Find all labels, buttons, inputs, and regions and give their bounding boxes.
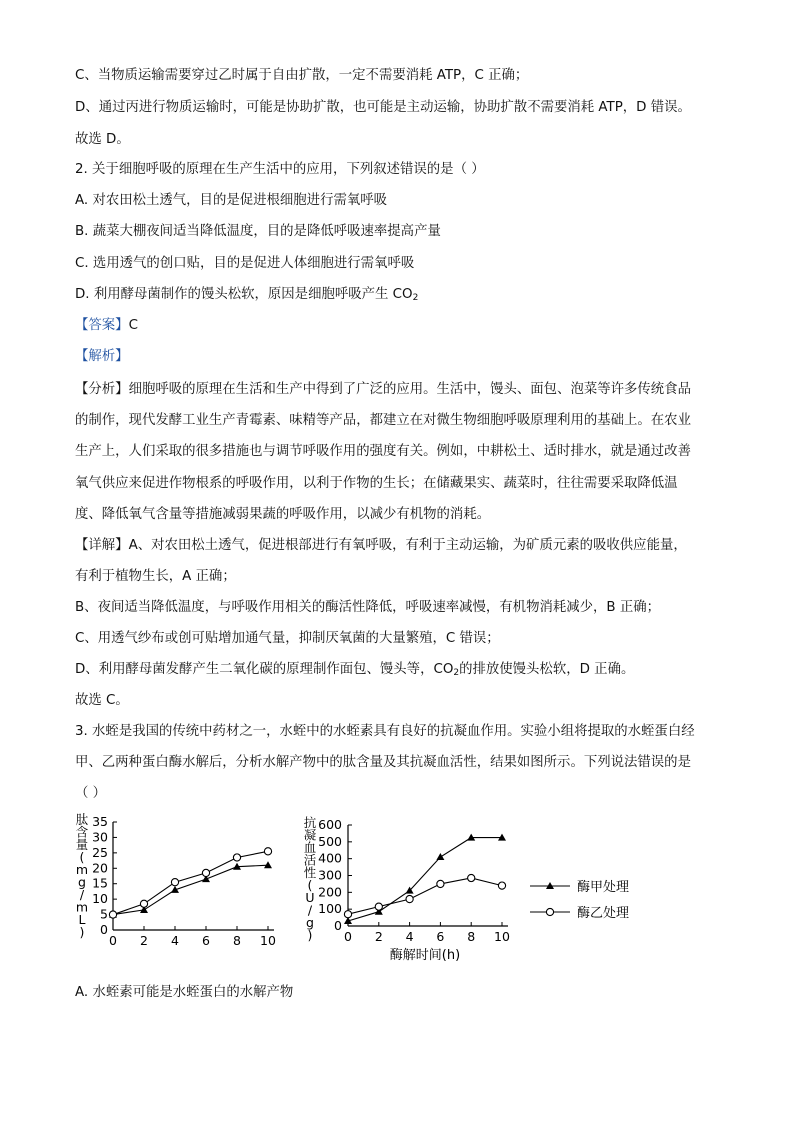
- y-tick-label: 30: [92, 829, 108, 845]
- y-label-char: 量: [75, 837, 89, 852]
- data-point-circle: [344, 911, 351, 918]
- series-line: [113, 865, 268, 914]
- x-tick-label: 10: [494, 929, 510, 944]
- x-tick-label: 0: [344, 929, 352, 944]
- y-axis-label: [304, 815, 317, 943]
- detail-line: B、夜间适当降低温度，与呼吸作用相关的酶活性降低，呼吸速率减慢，有机物消耗减少，B 正确；: [75, 600, 661, 615]
- x-tick-label: 6: [436, 929, 445, 944]
- x-tick-label: 4: [405, 929, 414, 944]
- y-label-char: g: [306, 915, 314, 930]
- analysis-line: 氧气供应来促进作物根系的呼吸作用，以利于作物的生长；在储藏果实、蔬菜时，往往需要采取降低温: [75, 476, 678, 491]
- y-axis-label: [76, 812, 89, 940]
- legend-marker-circle: [546, 908, 553, 915]
- y-tick-label: 600: [318, 817, 342, 832]
- x-tick-label: 4: [171, 933, 179, 948]
- y-tick-label: 35: [92, 814, 108, 829]
- analysis-line: [75, 380, 691, 400]
- data-point-circle: [437, 880, 444, 887]
- subscript: 2: [453, 668, 460, 678]
- x-tick-label: 6: [202, 933, 210, 948]
- x-tick-label: 2: [140, 933, 148, 948]
- y-label-char: 血: [303, 840, 317, 855]
- detail-tag: 【详解】: [75, 538, 129, 553]
- y-tick-label: 500: [318, 833, 342, 849]
- data-point-circle: [468, 874, 475, 881]
- y-tick-label: 10: [92, 891, 108, 907]
- analysis-tag-line: [75, 347, 129, 367]
- y-label-char: ): [307, 927, 313, 943]
- answer-line: [75, 316, 138, 336]
- y-label-char: /: [79, 887, 85, 902]
- y-label-char: 抗: [303, 815, 317, 830]
- x-tick-label: 10: [260, 933, 276, 948]
- y-label-char: 凝: [303, 827, 317, 843]
- y-tick-label: 25: [92, 844, 108, 860]
- y-tick-label: 300: [318, 867, 342, 883]
- y-tick-label: 5: [100, 906, 108, 922]
- legend-label: 酶乙处理: [577, 906, 630, 921]
- subscript: 2: [412, 293, 419, 303]
- data-point-circle: [375, 903, 382, 910]
- data-point-triangle: [436, 853, 444, 860]
- y-tick-label: 200: [318, 884, 342, 900]
- x-axis-label: 酶解时间(h): [389, 948, 461, 963]
- series-line: [113, 851, 268, 914]
- question-2-stem: 2. 关于细胞呼吸的原理在生产生活中的应用，下列叙述错误的是（ ）: [75, 162, 485, 177]
- y-label-char: m: [75, 862, 89, 877]
- detail-line: C、用透气纱布或创可贴增加通气量，抑制厌氧菌的大量繁殖，C 错误；: [75, 631, 500, 646]
- text-line: 故选 D。: [75, 132, 130, 147]
- analysis-line: 的制作，现代发酵工业生产青霉素、味精等产品，都建立在对微生物细胞呼吸原理利用的基础上。在农业: [75, 413, 691, 428]
- data-point-circle: [202, 869, 209, 876]
- x-tick-label: 8: [467, 929, 476, 944]
- analysis-line: 度、降低氧气含量等措施减弱果蔬的呼吸作用，以减少有机物的消耗。: [75, 507, 491, 522]
- question-3-stem: 3. 水蛭是我国的传统中药材之一，水蛭中的水蛭素具有良好的抗凝血作用。实验小组将提取的水蛭蛋白经: [75, 724, 695, 739]
- option-d: [75, 285, 418, 308]
- y-tick-label: 400: [318, 850, 342, 866]
- question-3-stem: 甲、乙两种蛋白酶水解后，分析水解产物中的肽含量及其抗凝血活性，结果如图所示。下列说法错误的是: [75, 755, 691, 770]
- y-label-char: U: [305, 890, 315, 905]
- option-d-text: D. 利用酵母菌制作的馒头松软，原因是细胞呼吸产生 CO: [75, 287, 413, 302]
- option-a: A. 水蛭素可能是水蛭蛋白的水解产物: [75, 985, 294, 1000]
- y-label-char: 含: [75, 824, 89, 840]
- y-label-char: (: [307, 877, 313, 893]
- option-c: C. 选用透气的创口贴，目的是促进人体细胞进行需氧呼吸: [75, 256, 415, 271]
- y-label-char: L: [78, 912, 86, 927]
- data-point-circle: [264, 848, 271, 855]
- detail-line: [75, 536, 687, 556]
- text-line: C、当物质运输需要穿过乙时属于自由扩散，一定不需要消耗 ATP，C 正确；: [75, 68, 529, 83]
- fenxi-tag: 【分析】: [75, 382, 129, 397]
- detail-line: 有利于植物生长，A 正确；: [75, 569, 236, 584]
- y-label-char: ): [79, 924, 85, 940]
- option-a: A. 对农田松土透气，目的是促进根细胞进行需氧呼吸: [75, 193, 388, 208]
- y-label-char: (: [79, 849, 85, 865]
- chart-1: [76, 812, 276, 948]
- option-b: B. 蔬菜大棚夜间适当降低温度，目的是降低呼吸速率提高产量: [75, 224, 441, 239]
- data-point-circle: [406, 895, 413, 902]
- question-3-stem: （ ）: [75, 786, 107, 801]
- y-tick-label: 100: [318, 901, 342, 917]
- detail-text: D、利用酵母菌发酵产生二氧化碳的原理制作面包、馒头等，CO: [75, 662, 454, 677]
- analysis-line: 生产上，人们采取的很多措施也与调节呼吸作用的强度有关。例如，中耕松土、适时排水，就是通过改善: [75, 444, 691, 459]
- y-label-char: g: [78, 874, 86, 890]
- x-tick-label: 2: [374, 929, 383, 944]
- y-label-char: 活: [303, 852, 317, 868]
- data-point-triangle: [264, 861, 272, 868]
- text-line: D、通过丙进行物质运输时，可能是协助扩散，也可能是主动运输，协助扩散不需要消耗 ATP，D 错误。: [75, 100, 691, 115]
- data-point-circle: [233, 854, 240, 861]
- y-label-char: /: [307, 902, 313, 918]
- y-label-char: 性: [303, 865, 317, 880]
- y-tick-label: 0: [334, 918, 342, 933]
- detail-line: 故选 C。: [75, 693, 129, 708]
- data-point-circle: [498, 882, 505, 889]
- analysis-tag: 【解析】: [75, 349, 129, 364]
- x-tick-label: 0: [109, 933, 117, 948]
- detail-line: [75, 660, 634, 683]
- answer-tag: 【答案】: [75, 318, 129, 333]
- data-point-circle: [171, 879, 178, 886]
- detail-text: A、对农田松土透气，促进根部进行有氧呼吸，有利于主动运输，为矿质元素的吸收供应能量，: [128, 538, 687, 553]
- y-tick-label: 15: [92, 875, 108, 891]
- answer-value: C: [128, 318, 138, 333]
- legend-label: 酶甲处理: [577, 880, 630, 895]
- data-point-circle: [140, 900, 147, 907]
- data-point-circle: [109, 911, 116, 918]
- detail-text: 的排放使馒头松软，D 正确。: [459, 662, 635, 677]
- x-tick-label: 8: [233, 933, 241, 948]
- y-label-char: 肽: [75, 812, 89, 827]
- y-tick-label: 0: [100, 922, 108, 937]
- figure-charts: [0, 810, 794, 980]
- y-tick-label: 20: [92, 860, 108, 876]
- fenxi-text: 细胞呼吸的原理在生活和生产中得到了广泛的应用。生活中，馒头、面包、泡菜等许多传统食品: [128, 382, 691, 397]
- y-label-char: m: [75, 899, 89, 915]
- series-line: [348, 878, 502, 914]
- chart-2: [304, 815, 629, 963]
